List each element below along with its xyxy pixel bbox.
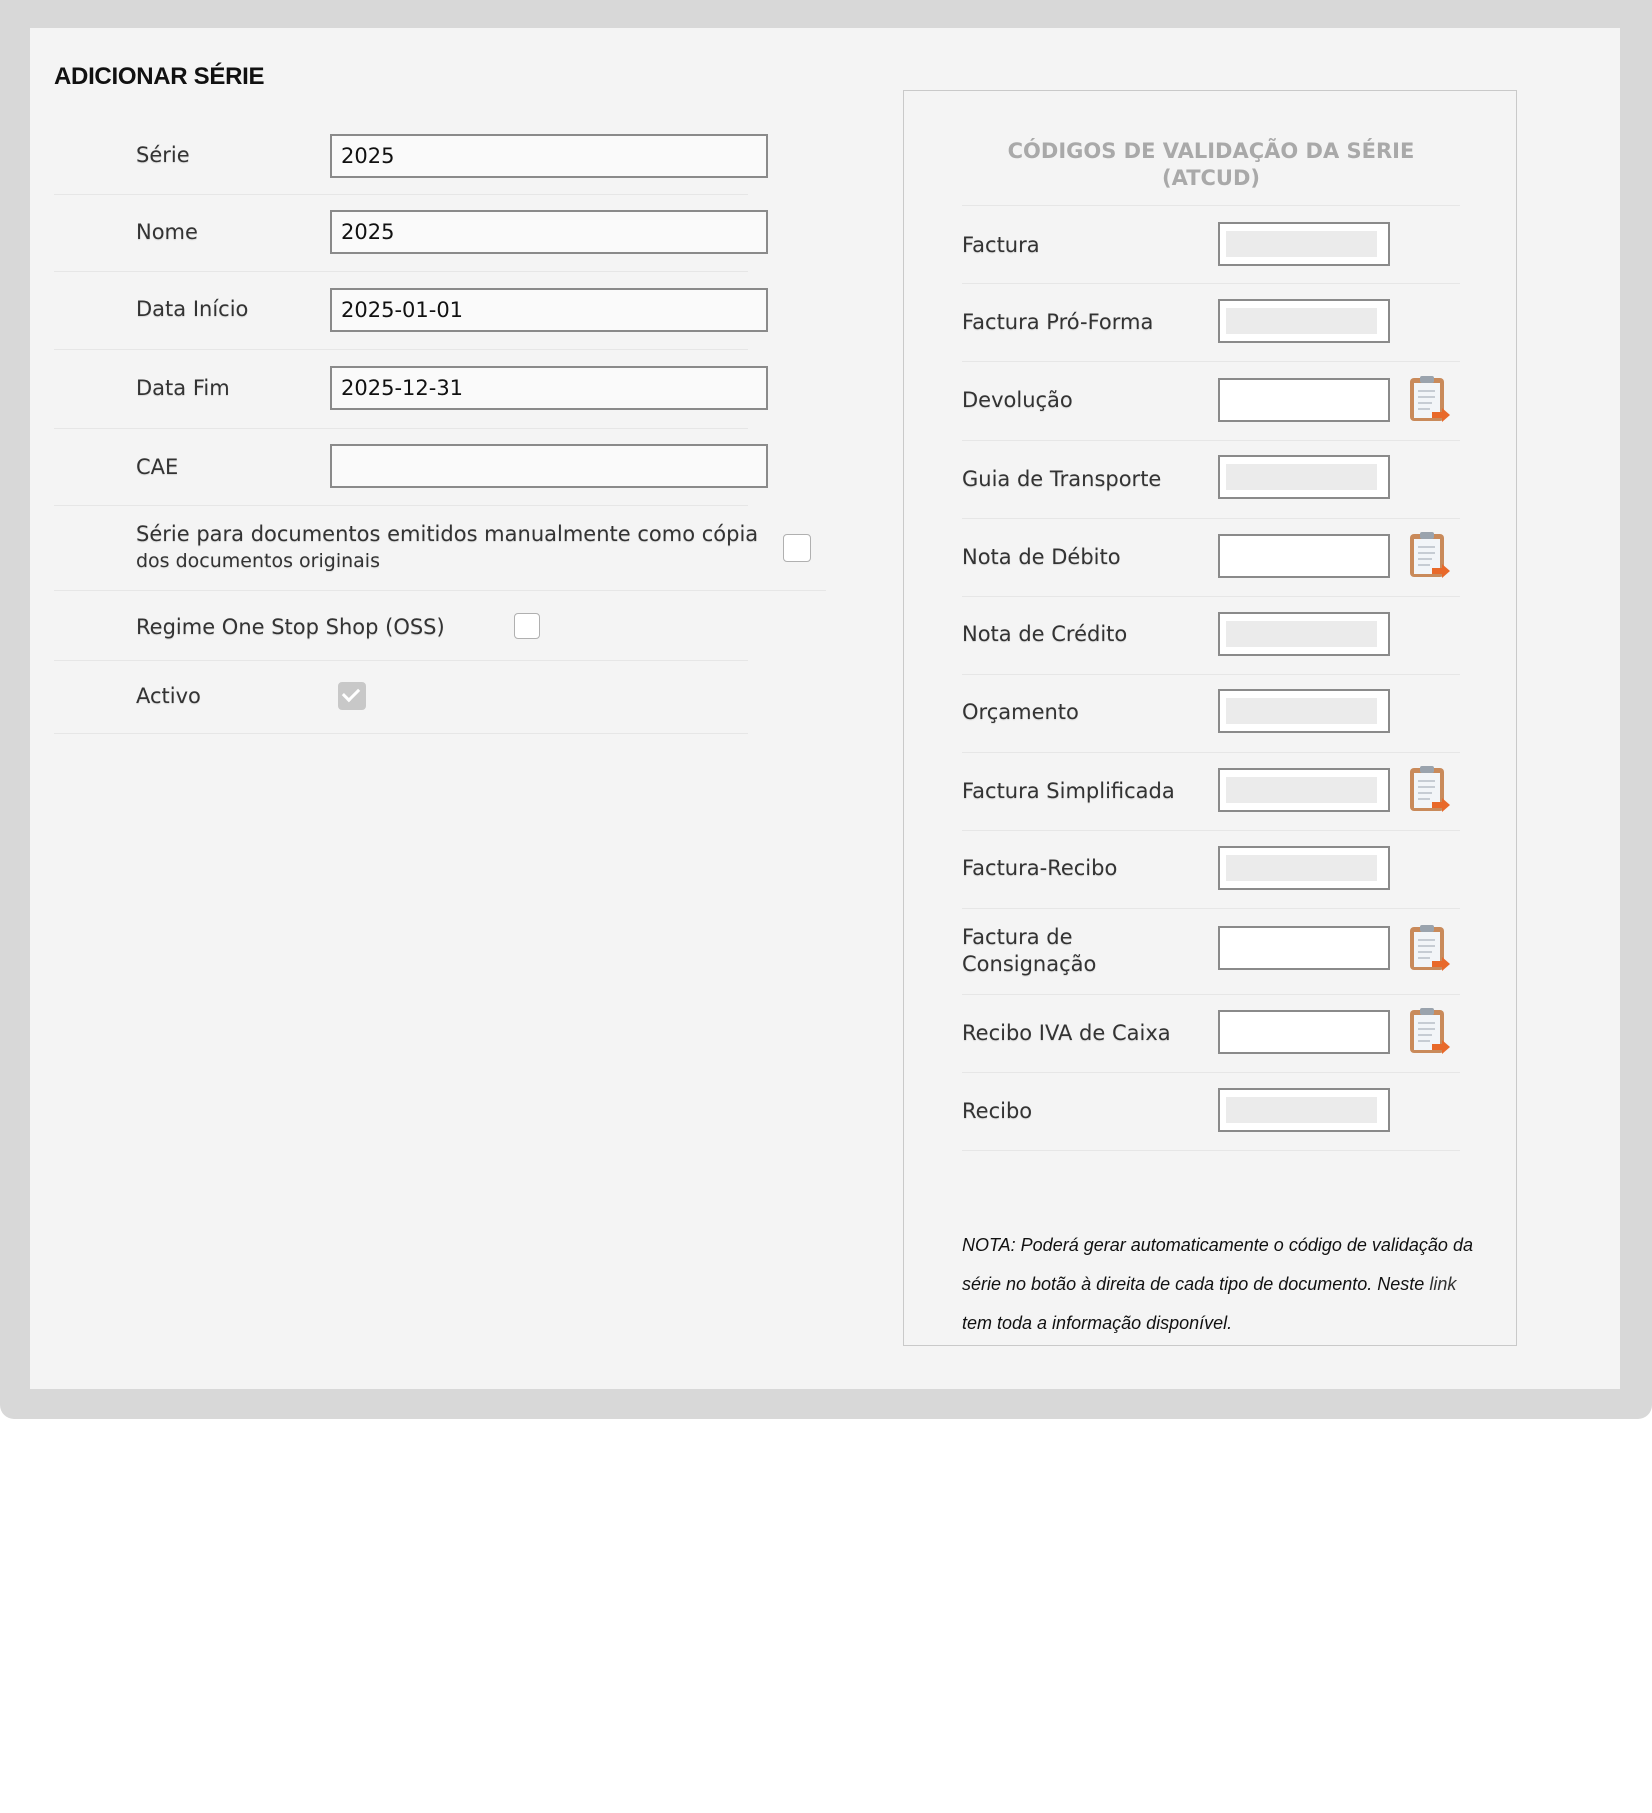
atcud-code-nota-debito[interactable] [1218,534,1390,578]
atcud-label-guia-transporte: Guia de Transporte [962,467,1162,491]
note-text-end: tem toda a informação disponível. [962,1313,1233,1333]
form-row-cae [54,429,748,506]
manual-copy-label [136,521,758,575]
atcud-row-orcamento [962,674,1460,752]
atcud-code-recibo-iva-caixa[interactable] [1218,1010,1390,1054]
code-placeholder [1226,621,1377,647]
atcud-label-nota-credito: Nota de Crédito [962,622,1128,646]
manual-copy-checkbox[interactable] [783,534,811,562]
atcud-label-factura: Factura [962,233,1040,257]
form-row-serie [54,101,748,195]
atcud-label-consignacao-line2: Consignação [962,952,1097,976]
atcud-row-factura-consignacao [962,908,1460,994]
atcud-code-factura [1218,222,1390,266]
atcud-panel-title [904,138,1518,192]
form-row-manual-copy [54,506,826,591]
data-inicio-label: Data Início [136,297,249,321]
atcud-label-factura-consignacao [962,924,1192,978]
page-title: ADICIONAR SÉRIE [54,63,265,90]
code-placeholder [1226,855,1377,881]
oss-label: Regime One Stop Shop (OSS) [136,615,445,639]
data-fim-label: Data Fim [136,376,230,400]
atcud-code-devolucao[interactable] [1218,378,1390,422]
form-row-activo [54,661,748,734]
manual-copy-label-line1: Série para documentos emitidos manualmente como cópia [136,522,759,546]
form-row-nome [54,195,748,272]
atcud-code-guia-transporte [1218,455,1390,499]
atcud-label-factura-recibo: Factura-Recibo [962,856,1118,880]
note-info-link[interactable]: link [1429,1274,1457,1294]
code-placeholder [1226,698,1377,724]
clipboard-arrow-icon [1408,530,1450,580]
form-row-oss [54,591,748,661]
atcud-title-line2: (ATCUD) [1161,166,1261,190]
atcud-row-nota-credito [962,596,1460,674]
atcud-title-line1: CÓDIGOS DE VALIDAÇÃO DA SÉRIE [1007,139,1415,163]
atcud-code-factura-simplificada [1218,768,1390,812]
atcud-row-factura-recibo [962,830,1460,908]
manual-copy-label-line2: dos documentos originais [136,550,380,572]
atcud-label-recibo-iva-caixa: Recibo IVA de Caixa [962,1021,1171,1045]
generate-code-button[interactable] [1408,374,1450,424]
clipboard-arrow-icon [1408,374,1450,424]
note-text: NOTA: Poderá gerar automaticamente o código de validação da série no botão à direita de cada tipo de documento. Neste [962,1235,1473,1294]
generate-code-button[interactable] [1408,1006,1450,1056]
clipboard-arrow-icon [1408,923,1450,973]
atcud-row-guia-transporte [962,440,1460,518]
atcud-row-recibo-iva-caixa [962,994,1460,1072]
oss-checkbox[interactable] [514,613,540,639]
atcud-code-proforma [1218,299,1390,343]
atcud-row-factura [962,205,1460,283]
cae-label: CAE [136,455,179,479]
cae-input[interactable] [330,444,768,488]
activo-checkbox[interactable] [338,682,366,710]
atcud-label-recibo: Recibo [962,1099,1033,1123]
nome-label: Nome [136,220,198,244]
data-fim-input[interactable] [330,366,768,410]
atcud-label-proforma: Factura Pró-Forma [962,310,1154,334]
atcud-code-factura-recibo [1218,846,1390,890]
clipboard-arrow-icon [1408,764,1450,814]
nome-input[interactable] [330,210,768,254]
code-placeholder [1226,1097,1377,1123]
atcud-row-devolucao [962,361,1460,440]
serie-label: Série [136,143,190,167]
clipboard-arrow-icon [1408,1006,1450,1056]
atcud-note [962,1226,1482,1343]
atcud-label-factura-simplificada: Factura Simplificada [962,779,1175,803]
atcud-code-recibo [1218,1088,1390,1132]
atcud-code-nota-credito [1218,612,1390,656]
code-placeholder [1226,231,1377,257]
atcud-code-factura-consignacao[interactable] [1218,926,1390,970]
serie-input[interactable] [330,134,768,178]
form-row-data-fim [54,350,748,429]
form-card [30,28,1620,1389]
code-placeholder [1226,308,1377,334]
atcud-row-proforma [962,283,1460,361]
atcud-label-devolucao: Devolução [962,388,1073,412]
generate-code-button[interactable] [1408,530,1450,580]
atcud-panel [903,90,1517,1346]
code-placeholder [1226,777,1377,803]
generate-code-button[interactable] [1408,923,1450,973]
code-placeholder [1226,464,1377,490]
atcud-label-orcamento: Orçamento [962,700,1079,724]
activo-label: Activo [136,684,201,708]
atcud-label-nota-debito: Nota de Débito [962,545,1121,569]
atcud-label-consignacao-line1: Factura de [962,925,1073,949]
form-row-data-inicio [54,272,748,350]
atcud-code-orcamento [1218,689,1390,733]
atcud-row-nota-debito [962,518,1460,596]
atcud-row-factura-simplificada [962,752,1460,830]
generate-code-button[interactable] [1408,764,1450,814]
data-inicio-input[interactable] [330,288,768,332]
atcud-row-recibo [962,1072,1460,1151]
